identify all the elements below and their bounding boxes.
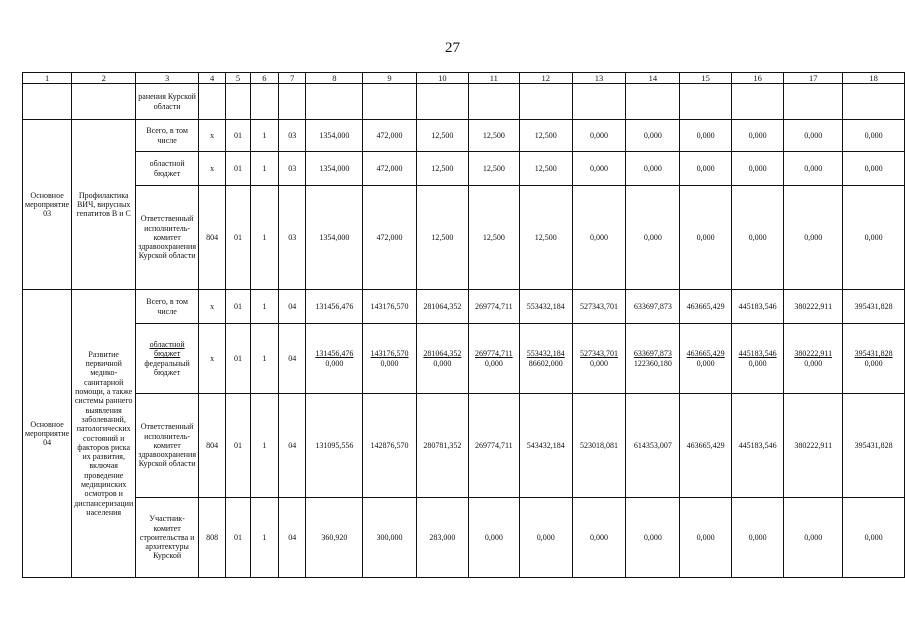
value-cell: 380222,911 [784, 290, 843, 324]
source-cell [136, 324, 199, 394]
code-cell: 1 [250, 394, 279, 498]
value-cell: 0,000 [784, 498, 843, 578]
empty-cell [843, 84, 905, 120]
value-cell [519, 324, 572, 394]
source-cell: ранения Курской области [136, 84, 199, 120]
value-cell: 463665,429 [680, 394, 731, 498]
value-amount: 380222,911 [794, 349, 833, 359]
value-cell: 0,000 [680, 120, 731, 152]
value-amount: 86602,000 [528, 358, 563, 368]
header-cell-18: 18 [843, 73, 905, 84]
empty-cell [72, 84, 136, 120]
page-number: 27 [445, 40, 460, 56]
code-cell: х [199, 120, 226, 152]
value-cell: 131095,556 [306, 394, 363, 498]
value-amount: 0,000 [380, 358, 399, 368]
value-amount: 0,000 [590, 358, 609, 368]
value-cell: 0,000 [572, 152, 625, 186]
value-amount: 553432,184 [526, 349, 565, 359]
code-cell: х [199, 324, 226, 394]
code-cell: 01 [226, 290, 250, 324]
code-cell: 03 [279, 120, 306, 152]
header-cell-16: 16 [731, 73, 783, 84]
measure-description-cell: Развитие первичной медико-санитарной помощи, а также системы раннего выявления заболеваний, патологических состояний и факторов риска их развития, включая проведение медицинских осмотров и диспансеризации населения [72, 290, 136, 578]
code-cell: 1 [250, 498, 279, 578]
empty-cell [199, 84, 226, 120]
empty-cell [572, 84, 625, 120]
empty-cell [680, 84, 731, 120]
table-row [23, 120, 905, 152]
value-cell: 553432,184 [519, 290, 572, 324]
value-cell: 0,000 [626, 498, 680, 578]
table-row [23, 186, 905, 290]
value-cell: 0,000 [626, 120, 680, 152]
value-cell: 12,500 [519, 186, 572, 290]
value-cell: 0,000 [731, 120, 783, 152]
source-label: областной бюджет [149, 339, 185, 359]
value-cell: 0,000 [784, 152, 843, 186]
value-cell [306, 324, 363, 394]
measure-description-cell: Профилактика ВИЧ, вирусных гепатитов В и С [72, 120, 136, 290]
value-cell: 0,000 [680, 498, 731, 578]
code-cell: 03 [279, 152, 306, 186]
budget-table [22, 72, 905, 578]
value-cell: 0,000 [469, 498, 519, 578]
value-cell: 131456,476 [306, 290, 363, 324]
empty-cell [731, 84, 783, 120]
header-cell-7: 7 [279, 73, 306, 84]
value-amount: 0,000 [804, 358, 823, 368]
empty-cell [469, 84, 519, 120]
code-cell: 1 [250, 290, 279, 324]
value-cell: 0,000 [572, 186, 625, 290]
header-row [23, 73, 905, 84]
value-cell: 143176,570 [363, 290, 416, 324]
value-cell: 269774,711 [469, 290, 519, 324]
value-cell: 472,000 [363, 186, 416, 290]
table-row [23, 152, 905, 186]
value-cell: 633697,873 [626, 290, 680, 324]
value-cell: 472,000 [363, 120, 416, 152]
value-cell: 0,000 [519, 498, 572, 578]
code-cell: х [199, 290, 226, 324]
code-cell: 01 [226, 498, 250, 578]
value-cell: 614353,007 [626, 394, 680, 498]
value-amount: 131456,476 [315, 349, 354, 359]
code-cell: 1 [250, 324, 279, 394]
value-amount: 0,000 [325, 358, 344, 368]
code-cell: 04 [279, 394, 306, 498]
source-cell: Участник-комитет строительства и архитектуры Курской [136, 498, 199, 578]
value-cell: 12,500 [416, 152, 468, 186]
value-cell: 445183,546 [731, 290, 783, 324]
code-cell: 808 [199, 498, 226, 578]
header-cell-5: 5 [226, 73, 250, 84]
table-row [23, 290, 905, 324]
code-cell: 03 [279, 186, 306, 290]
value-amount: 633697,873 [633, 349, 672, 359]
value-cell: 543432,184 [519, 394, 572, 498]
header-cell-13: 13 [572, 73, 625, 84]
header-cell-9: 9 [363, 73, 416, 84]
value-cell: 0,000 [680, 186, 731, 290]
code-cell: 04 [279, 290, 306, 324]
header-cell-15: 15 [680, 73, 731, 84]
code-cell: 1 [250, 186, 279, 290]
value-cell: 12,500 [416, 120, 468, 152]
value-amount: 281064,352 [423, 349, 462, 359]
value-cell: 12,500 [519, 120, 572, 152]
value-cell: 283,000 [416, 498, 468, 578]
value-cell: 0,000 [843, 120, 905, 152]
empty-cell [363, 84, 416, 120]
table-row [23, 84, 905, 120]
value-amount: 143176,570 [370, 349, 409, 359]
value-cell: 0,000 [784, 186, 843, 290]
value-cell: 281064,352 [416, 290, 468, 324]
value-cell: 12,500 [416, 186, 468, 290]
empty-cell [784, 84, 843, 120]
value-cell: 12,500 [469, 120, 519, 152]
measure-name-cell: Основное мероприятие 04 [23, 290, 72, 578]
source-cell: Всего, в том числе [136, 290, 199, 324]
value-amount: 269774,711 [474, 349, 513, 359]
code-cell: 01 [226, 120, 250, 152]
value-cell [731, 324, 783, 394]
value-amount: 395431,828 [854, 349, 893, 359]
code-cell: х [199, 152, 226, 186]
value-cell: 360,920 [306, 498, 363, 578]
value-amount: 0,000 [748, 358, 767, 368]
code-cell: 1 [250, 152, 279, 186]
value-cell: 1354,000 [306, 186, 363, 290]
header-cell-12: 12 [519, 73, 572, 84]
value-cell: 12,500 [469, 152, 519, 186]
value-cell: 0,000 [784, 120, 843, 152]
value-cell [626, 324, 680, 394]
value-cell: 0,000 [626, 152, 680, 186]
code-cell: 01 [226, 394, 250, 498]
empty-cell [226, 84, 250, 120]
source-cell: Ответственный исполнитель-комитет здравоохранения Курской области [136, 186, 199, 290]
value-cell [416, 324, 468, 394]
measure-name-cell: Основное мероприятие 03 [23, 120, 72, 290]
empty-cell [519, 84, 572, 120]
value-cell: 527343,701 [572, 290, 625, 324]
value-cell: 12,500 [519, 152, 572, 186]
value-amount: 0,000 [864, 358, 883, 368]
value-cell: 1354,000 [306, 152, 363, 186]
value-amount: 445183,546 [738, 349, 777, 359]
header-cell-14: 14 [626, 73, 680, 84]
value-cell: 0,000 [626, 186, 680, 290]
value-amount: 0,000 [696, 358, 715, 368]
value-cell: 380222,911 [784, 394, 843, 498]
value-cell: 0,000 [843, 152, 905, 186]
header-cell-4: 4 [199, 73, 226, 84]
empty-cell [23, 84, 72, 120]
value-cell: 269774,711 [469, 394, 519, 498]
code-cell: 04 [279, 324, 306, 394]
value-cell: 0,000 [731, 186, 783, 290]
header-cell-11: 11 [469, 73, 519, 84]
source-cell: областной бюджет [136, 152, 199, 186]
value-cell: 300,000 [363, 498, 416, 578]
code-cell: 804 [199, 394, 226, 498]
value-cell: 0,000 [572, 120, 625, 152]
header-cell-6: 6 [250, 73, 279, 84]
value-cell: 445183,546 [731, 394, 783, 498]
table-row [23, 324, 905, 394]
value-cell: 142876,570 [363, 394, 416, 498]
value-cell: 463665,429 [680, 290, 731, 324]
empty-cell [306, 84, 363, 120]
empty-cell [416, 84, 468, 120]
value-cell: 0,000 [731, 498, 783, 578]
value-cell: 0,000 [843, 498, 905, 578]
code-cell: 01 [226, 152, 250, 186]
value-cell: 280781,352 [416, 394, 468, 498]
source-cell: Всего, в том числе [136, 120, 199, 152]
code-cell: 01 [226, 186, 250, 290]
empty-cell [279, 84, 306, 120]
value-cell: 395431,828 [843, 290, 905, 324]
source-label: федеральный бюджет [144, 358, 190, 377]
code-cell: 804 [199, 186, 226, 290]
code-cell: 1 [250, 120, 279, 152]
value-cell [469, 324, 519, 394]
header-cell-17: 17 [784, 73, 843, 84]
value-cell [680, 324, 731, 394]
value-cell: 0,000 [731, 152, 783, 186]
value-amount: 0,000 [433, 358, 452, 368]
value-cell [572, 324, 625, 394]
header-cell-1: 1 [23, 73, 72, 84]
code-cell: 04 [279, 498, 306, 578]
value-amount: 0,000 [484, 358, 503, 368]
empty-cell [626, 84, 680, 120]
source-cell: Ответственный исполнитель-комитет здравоохранения Курской области [136, 394, 199, 498]
value-cell [784, 324, 843, 394]
value-cell: 0,000 [680, 152, 731, 186]
header-cell-2: 2 [72, 73, 136, 84]
value-cell: 472,000 [363, 152, 416, 186]
value-cell [843, 324, 905, 394]
value-amount: 122360,180 [633, 358, 672, 368]
value-cell: 0,000 [572, 498, 625, 578]
header-cell-10: 10 [416, 73, 468, 84]
header-cell-8: 8 [306, 73, 363, 84]
value-amount: 463665,429 [686, 349, 725, 359]
value-cell: 1354,000 [306, 120, 363, 152]
code-cell: 01 [226, 324, 250, 394]
value-cell: 523018,081 [572, 394, 625, 498]
table-row [23, 498, 905, 578]
value-cell [363, 324, 416, 394]
value-cell: 12,500 [469, 186, 519, 290]
value-cell: 0,000 [843, 186, 905, 290]
empty-cell [250, 84, 279, 120]
header-cell-3: 3 [136, 73, 199, 84]
table-row [23, 394, 905, 498]
value-cell: 395431,828 [843, 394, 905, 498]
value-amount: 527343,701 [580, 349, 619, 359]
